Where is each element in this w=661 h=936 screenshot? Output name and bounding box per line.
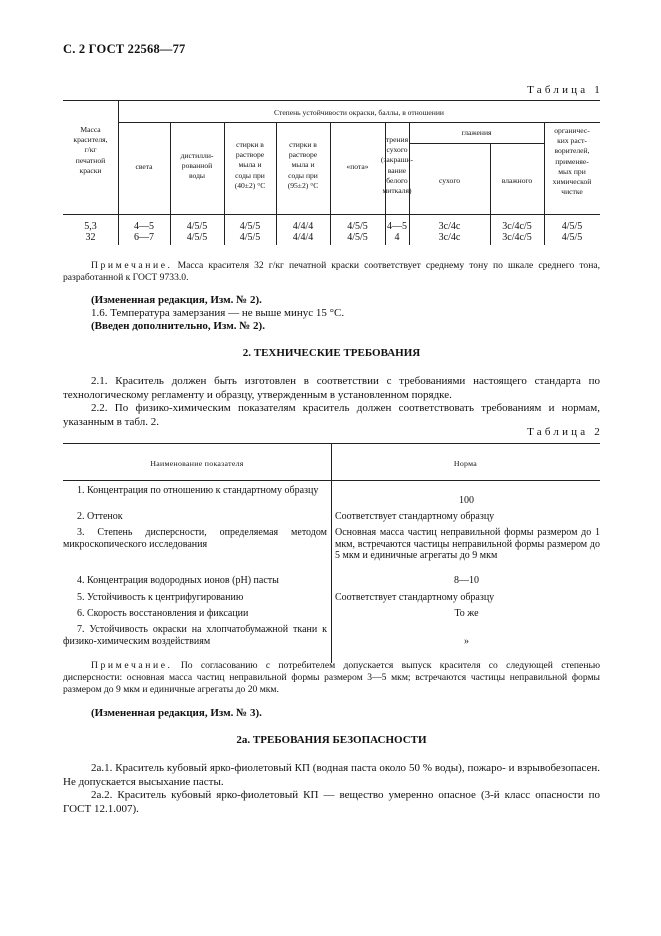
t2-row-norm: Основная масса частиц неправильной формы размером до 1 мкм, встречаются частицы неправильной формы размером до 5 мкм и единичные агрегаты до 9 мкм — [335, 527, 600, 562]
t2-row-name: 2. Оттенок — [77, 511, 123, 522]
t1-cell: 4/5/5 — [347, 221, 368, 232]
t1-head-organic: органичес- ких раст- ворителей, применяе- мых при химической чистке — [552, 126, 592, 197]
t1-head-mass: Масса красителя, г/кг печатной краски — [73, 125, 108, 175]
t2-row-name: 1. Концентрация по отношению к стандартному образцу — [77, 485, 319, 496]
t2-row-name: 5. Устойчивость к центрифугированию — [77, 592, 244, 603]
t1-head-sweat: «пота» — [346, 162, 369, 171]
t1-cell: 4/4/4 — [292, 231, 314, 243]
t1-cell: 4/5/5 — [561, 221, 583, 232]
t1-cell: 32 — [85, 231, 96, 243]
changed-ed-3: (Измененная редакция, Изм. № 3). — [91, 707, 262, 719]
t2-row-norm: Соответствует стандартному образцу — [335, 511, 495, 522]
note2: Примечание. По согласованию с потребителем допускается выпуск красителя со следующей степенью дисперсности: основная масса частиц неправильной формы размером 3—5 мкм; встречаются частицы неправильной формы размером до 9 мкм и единичные агрегаты до 20 мкм. — [63, 660, 600, 695]
t2-row-norm: Соответствует стандартному образцу — [335, 592, 495, 603]
t2-row-norm: 100 — [459, 495, 474, 506]
t1-cell: 4—5 — [134, 221, 154, 232]
t1-head-friction: трения сухого (закраши- вание белого миткаля) — [380, 135, 414, 196]
t2-row-norm: То же — [454, 608, 479, 619]
t1-head-dry: сухого — [438, 176, 461, 185]
page-header: С. 2 ГОСТ 22568—77 — [63, 42, 186, 56]
t1-cell: 4/4/4 — [292, 221, 314, 232]
t1-cell: 4—5 — [387, 221, 407, 232]
table1-caption: Таблица 1 — [527, 84, 603, 96]
t2-row-name: 6. Скорость восстановления и фиксации — [77, 608, 249, 619]
t1-cell: 3с/4с — [438, 221, 461, 232]
t1-head-light: света — [135, 162, 153, 171]
t2-row-name: 4. Концентрация водородных ионов (рН) пасты — [77, 575, 279, 586]
t2-head-name: Наименование показателя — [150, 459, 244, 468]
changed-ed-2: (Измененная редакция, Изм. № 2). — [91, 294, 262, 306]
t1-cell: 4/5/5 — [186, 231, 208, 243]
para-2-2: 2.2. По физико-химическим показателям краситель должен соответствовать требованиям и нормам, указанным в табл. 2. — [63, 402, 600, 428]
t2-row-name: 3. Степень дисперсности, определяемая методом микроскопического исследования — [63, 527, 327, 550]
t1-cell: 6—7 — [134, 231, 154, 243]
t1-cell: 3с/4с/5 — [502, 221, 532, 232]
t2-row-norm: » — [464, 636, 469, 647]
t1-cell: 4/5/5 — [347, 231, 368, 243]
para-2a-1: 2а.1. Краситель кубовый ярко-фиолетовый КП (водная паста около 50 % воды), пожаро- и взрывобезопасен. Не допускается высыхание пасты. — [63, 762, 600, 788]
t1-head-group: Степень устойчивости окраски, баллы, в отношении — [274, 108, 444, 117]
t1-cell: 4/5/5 — [239, 221, 261, 232]
t1-cell: 4/5/5 — [186, 221, 208, 232]
t2-row-norm: 8—10 — [454, 575, 479, 586]
para-2-1: 2.1. Краситель должен быть изготовлен в соответствии с требованиями настоящего стандарта по технологическому регламенту и образцу, утвержденным в установленном порядке. — [63, 375, 600, 401]
t1-head-wet: влажного — [501, 176, 533, 185]
t1-cell: 5,3 — [84, 221, 97, 232]
t1-cell: 3с/4с/5 — [502, 231, 532, 243]
t1-cell: 4/5/5 — [561, 231, 583, 243]
item-1-6: 1.6. Температура замерзания — не выше минус 15 °С. — [91, 307, 345, 319]
t1-cell: 3с/4с — [438, 231, 461, 243]
note1: Примечание. Масса красителя 32 г/кг печатной краски соответствует среднему тону по шкале среднего тона, разработанной к ГОСТ 9733.0. — [63, 260, 600, 283]
t2-row-name: 7. Устойчивость окраски на хлопчатобумажной ткани к физико-химическим воздействиям — [63, 624, 327, 647]
t2-head-norm: Норма — [453, 459, 478, 468]
t1-head-wash95: стирки в растворе мыла и соды при (95±2) °C — [287, 140, 319, 190]
table2-caption: Таблица 2 — [527, 426, 603, 438]
t1-head-distilled: дистилли- рованной воды — [180, 151, 214, 181]
section-2-title: 2. ТЕХНИЧЕСКИЕ ТРЕБОВАНИЯ — [242, 347, 421, 359]
para-2a-2: 2а.2. Краситель кубовый ярко-фиолетовый КП — вещество умеренно опасное (3-й класс опасности по ГОСТ 12.1.007). — [63, 789, 600, 815]
t1-cell: 4 — [394, 231, 400, 243]
t1-head-ironing: глажения — [461, 128, 492, 137]
t1-head-wash40: стирки в растворе мыла и соды при (40±2) °C — [234, 140, 266, 190]
introduced-2: (Введен дополнительно, Изм. № 2). — [91, 320, 265, 332]
section-2a-title: 2а. ТРЕБОВАНИЯ БЕЗОПАСНОСТИ — [236, 734, 427, 746]
t1-cell: 4/5/5 — [239, 231, 261, 243]
